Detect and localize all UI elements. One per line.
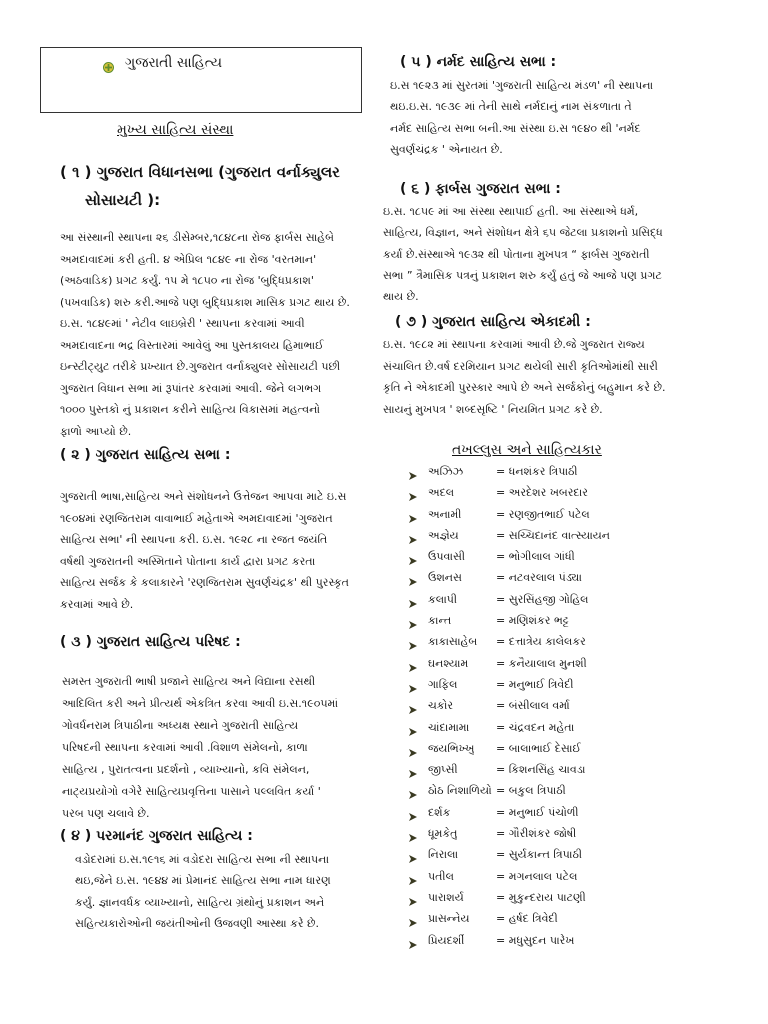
list-item: [408, 802, 718, 823]
list-item: [408, 482, 718, 503]
pen-name-alias: કલાપી: [428, 592, 458, 606]
pen-name-alias: પારાશર્ય: [428, 890, 464, 904]
text-line: સાહિત્ય, વિજ્ઞાન, અને સંશોધન ક્ષેત્રે ૬૫ જેટલા પ્રકાશનો પ્રસિદ્ધ: [383, 226, 663, 240]
author-name: = અરદેશર ખબરદાર: [496, 486, 588, 500]
text-line: સાહિત્ય સર્જક કે કલાકારને 'રણજિતરામ સુવર્ણચંદ્રક' થી પુરસ્કૃત: [60, 576, 349, 590]
pen-name-alias: કાકાસાહેબ: [428, 635, 478, 649]
arrow-bullet-icon: [408, 786, 418, 796]
text-line: ફાળો આપ્યો છે.: [60, 424, 132, 438]
text-line: વર્ષથી ગુજરાતની અસ્મિતાને પોતાના કાર્ય દ્વારા પ્રગટ કરતા: [60, 554, 316, 568]
text-line: નર્મદ સાહિત્ય સભા બની.આ સંસ્થા ઇ.સ ૧૯૪૦ થી 'નર્મદ: [390, 121, 641, 135]
pen-name-alias: ચકોર: [428, 699, 454, 713]
author-name: = ધનશંકર ત્રિપાઠી: [496, 465, 578, 478]
heading-line: ( ૧ ) ગુજરાત વિધાનસભા (ગુજરાત વર્નાક્યુલર: [60, 163, 340, 181]
arrow-bullet-icon: [408, 510, 418, 520]
section-paragraph: [383, 201, 715, 307]
list-item: [408, 738, 718, 759]
arrow-bullet-icon: [408, 744, 418, 754]
arrow-bullet-icon: [408, 659, 418, 669]
author-name: = કનૈયાલાલ મુનશી: [496, 656, 587, 670]
list-item: [408, 695, 718, 716]
pen-name-alias: અદલ: [428, 486, 455, 500]
author-name: = રણજીતભાઈ પટેલ: [496, 507, 590, 521]
text-line: ગુજરાત વિધાન સભા માં રૂપાંતર કરવામાં આવી. જેને લગભગ: [60, 381, 322, 395]
author-name: = મનુભાઈ ત્રિવેદી: [496, 677, 574, 691]
pen-name-alias: ચાંદામામા: [428, 720, 470, 734]
text-line: કૃતિ ને એકાદમી પુરસ્કાર આપે છે અને સર્જકોનું બહુમાન કરે છે.: [383, 381, 666, 395]
list-item: [408, 887, 718, 908]
box-title: ગુજરાતી સાહિત્ય: [125, 55, 223, 71]
text-line: કરવામાં આવે છે.: [60, 597, 134, 611]
pen-name-alias: ઉપવાસી: [428, 550, 466, 564]
section-heading: [60, 158, 365, 214]
text-line: (અઠવાડિક) પ્રગટ કર્યું. ૧૫ મે ૧૮૫૦ ના રોજ 'બુદ્ધિપ્રકાશ': [60, 274, 314, 288]
text-line: થઇ.ઇ.સ. ૧૯૩૯ માં તેની સાથે નર્મદાનું નામ સંકળાતા તે: [390, 100, 632, 114]
section-heading: ( ૫ ) નર્મદ સાહિત્ય સભા :: [400, 54, 557, 70]
author-name: = ભોગીલાલ ગાંધી: [496, 550, 575, 564]
pen-name-alias: જયભિખ્ખુ: [428, 741, 475, 755]
text-line: આદિલિત કરી અને પ્રીત્યર્થ એકત્રિત કરવા આવી ઇ.સ.૧૯૦૫માં: [62, 697, 339, 710]
text-line: નાટ્યપ્રયોગો વગેરે સાહિત્યપ્રવૃત્તિના પાસાને પલ્લવિત કર્યા ': [62, 785, 321, 798]
list-item: [408, 823, 718, 844]
plus-circle-icon: [103, 58, 114, 69]
author-name: = દત્તાત્રેય કાલેલકર: [496, 635, 586, 649]
arrow-bullet-icon: [408, 914, 418, 924]
text-line: સાહિત્ય , પુરાતત્વના પ્રદર્શનો , વ્યાખ્યાનો, કવિ સંમેલન,: [62, 763, 310, 776]
text-line: સાયનું મુખપત્ર ' શબ્દસૃષ્ટિ ' નિયમિત પ્રગટ કરે છે.: [383, 403, 603, 417]
text-line: ઇન્સ્ટીટ્યુટ તરીકે પ્રખ્યાત છે.ગુજરાત વર્નાક્યુલર સોસાયટી પછી: [60, 360, 341, 374]
author-name: = મધુસુદન પારેખ: [496, 933, 575, 947]
section-heading: ( ૩ ) ગુજરાત સાહિત્ય પરિષદ :: [60, 634, 241, 650]
section-paragraph: [60, 227, 365, 442]
author-name: = સુર્યકાન્ત ત્રિપાઠી: [496, 848, 583, 862]
section-paragraph: [75, 849, 365, 934]
text-line: પરિષદની સ્થાપના કરવામાં આવી .વિશાળ સંમેલનો, કાળા: [62, 741, 308, 754]
list-item: [408, 908, 718, 929]
text-line: કર્યા છે.સંસ્થાએ ૧૯૩૨ થી પોતાના મુખપત્ર “ ફાર્બસ ગુજરાતી: [383, 247, 650, 261]
section-heading: ( ૨ ) ગુજરાત સાહિત્ય સભા :: [60, 447, 231, 463]
arrow-bullet-icon: [408, 808, 418, 818]
list-item: [408, 780, 718, 801]
author-name: = બાલાભાઈ દેસાઈ: [496, 741, 581, 755]
text-line: (પખવાડિક) શરુ કરી.આજે પણ બુદ્ધિપ્રકાશ માસિક પ્રગટ થાય છે.: [60, 295, 350, 309]
author-name: = મનુભાઈ પંચોળી: [496, 805, 579, 819]
arrow-bullet-icon: [408, 872, 418, 882]
section-heading: ( ૪ ) પરમાનંદ ગુજરાત સાહિત્ય :: [60, 828, 253, 844]
text-line: ઇ.સ ૧૯૨૩ માં સુરતમાં 'ગુજરાતી સાહિત્ય મંડળ' ની સ્થાપના: [390, 79, 654, 92]
pen-name-alias: ધૂમકેતુ: [428, 827, 458, 841]
text-line: પરબ પણ ચલાવે છે.: [62, 807, 150, 820]
section-heading: ( ૬ ) ફાર્બસ ગુજરાત સભા :: [400, 181, 561, 197]
arrow-bullet-icon: [408, 616, 418, 626]
text-line: આ સંસ્થાની સ્થાપના ૨૬ ડીસેમ્બર,૧૮૪૮ના રોજ ફાર્બસ સાહેબે: [60, 231, 334, 244]
list-item: [408, 525, 718, 546]
pen-names-list: [408, 461, 718, 951]
pen-names-heading: તખલ્લુસ અને સાહિત્યકાર: [452, 442, 602, 458]
text-line: ઇ.સ. ૧૮૪૯માં ' નેટીવ લાઇબ્રેરી ' સ્થાપના કરવામાં આવી: [60, 317, 305, 331]
list-item: [408, 461, 718, 482]
heading-line: સોસાયટી ):: [85, 191, 161, 209]
arrow-bullet-icon: [408, 680, 418, 690]
author-name: = ચંદ્રવદન મહેતા: [496, 720, 575, 734]
text-line: અમદાવાદમાં કરી હતી. ૪ એપ્રિલ ૧૮૪૯ ના રોજ 'વરતમાન': [60, 252, 317, 266]
text-line: ૧૯૦૪માં રણજિતરામ વાવાભાઈ મહેતાએ અમદાવાદમાં 'ગુજરાત: [60, 511, 333, 525]
pen-name-alias: પ્રિયદર્શી: [428, 933, 465, 947]
text-line: ગુજરાતી ભાષા,સાહિત્ય અને સંશોધનને ઉત્તેજન આપવા માટે ઇ.સ: [60, 490, 347, 503]
list-item: [408, 504, 718, 525]
list-item: [408, 717, 718, 738]
text-line: કર્યું. જ્ઞાનવર્ધક વ્યાખ્યાનો, સાહિત્ય ગ્રંથોનું પ્રકાશન અને: [75, 895, 325, 909]
arrow-bullet-icon: [408, 467, 418, 477]
text-line: થઇ,જેને ઇ.સ. ૧૯૪૪ માં પ્રેમાનંદ સાહિત્ય સભા નામ ધારણ: [75, 874, 331, 888]
pen-name-alias: ઉશનસ: [428, 571, 462, 585]
list-item: [408, 546, 718, 567]
arrow-bullet-icon: [408, 936, 418, 946]
pen-name-alias: ગાફિલ: [428, 677, 458, 691]
text-line: સભા ” ત્રૈમાસિક પત્રનું પ્રકાશન શરુ કર્યું હતું જે આજે પણ પ્રગટ: [383, 268, 662, 282]
pen-name-alias: ઘનશ્યામ: [428, 656, 469, 670]
pen-name-alias: પતીલ: [428, 869, 454, 883]
list-item: [408, 567, 718, 588]
author-name: = કિશનસિંહ ચાવડા: [496, 763, 586, 777]
arrow-bullet-icon: [408, 552, 418, 562]
pen-name-alias: અજ્ઞેય: [428, 528, 459, 542]
arrow-bullet-icon: [408, 723, 418, 733]
section-paragraph: [62, 671, 365, 825]
section-paragraph: [390, 75, 715, 160]
pen-name-alias: કાન્ત: [428, 614, 452, 628]
arrow-bullet-icon: [408, 488, 418, 498]
list-item: [408, 930, 718, 951]
text-line: થાય છે.: [383, 290, 419, 303]
list-item: [408, 844, 718, 865]
text-line: સહિત્યકારોઓની જયંતીઓની ઉજવણી આસ્થા કરે છે.: [75, 916, 320, 930]
arrow-bullet-icon: [408, 829, 418, 839]
section-heading: ( ૭ ) ગુજરાત સાહિત્ય એકાદમી :: [395, 314, 591, 330]
pen-name-alias: પ્રાસન્નેય: [428, 912, 470, 926]
author-name: = હર્ષદ ત્રિવેદી: [496, 912, 558, 926]
text-line: સમસ્ત ગુજરાતી ભાષી પ્રજાને સાહિત્ય અને વિદ્યાના રસથી: [62, 675, 316, 688]
arrow-bullet-icon: [408, 701, 418, 711]
pen-name-alias: અનામી: [428, 507, 462, 521]
author-name: = સચ્ચિદાનંદ વાત્સ્યાયન: [496, 528, 610, 542]
list-item: [408, 674, 718, 695]
author-name: = બકુલ ત્રિપાઠી: [496, 784, 566, 798]
text-line: ઇ.સ. ૧૮૫૯ માં આ સંસ્થા સ્થાપાઈ હતી. આ સંસ્થાએ ધર્મ,: [383, 205, 639, 218]
text-line: ગોવર્ધનરામ ત્રિપાઠીના અધ્યક્ષ સ્થાને ગુજરાતી સાહિત્ય: [62, 719, 299, 732]
text-line: સંચાલિત છે.વર્ષ દરમિયાન પ્રગટ થયેલી સારી કૃતિઓમાંથી સારી: [383, 359, 658, 373]
author-name: = મુકુન્દરાય પાટણી: [496, 890, 586, 904]
pen-name-alias: અઝિઝ: [428, 465, 464, 478]
author-name: = મગનલાલ પટેલ: [496, 869, 578, 883]
arrow-bullet-icon: [408, 595, 418, 605]
arrow-bullet-icon: [408, 850, 418, 860]
author-name: = મણિશંકર ભટ્ટ: [496, 614, 569, 628]
section-paragraph: [383, 334, 715, 421]
pen-name-alias: નિરાલા: [428, 848, 459, 862]
arrow-bullet-icon: [408, 893, 418, 903]
pen-name-alias: દર્શક: [428, 805, 451, 819]
text-line: ઇ.સ. ૧૯૮૨ માં સ્થાપના કરવામાં આવી છે.જે ગુજરાત રાજ્ય: [383, 338, 645, 351]
arrow-bullet-icon: [408, 765, 418, 775]
author-name: = ગૌરીશંકર જોષી: [496, 827, 577, 841]
author-name: = બંસીલાલ વર્મા: [496, 699, 570, 713]
main-heading: મુખ્ય સાહિત્ય સંસ્થા: [117, 122, 234, 138]
list-item: [408, 759, 718, 780]
text-line: અમદાવાદના ભદ્ર વિસ્તારમાં આવેલું આ પુસ્તકાલય હિમાભાઈ: [60, 338, 324, 352]
author-name: = નટવરલાલ પંડ્યા: [496, 571, 582, 585]
arrow-bullet-icon: [408, 573, 418, 583]
text-line: વડોદરામાં ઇ.સ.૧૯૧૬ માં વડોદરા સાહિત્ય સભા ની સ્થાપના: [75, 853, 330, 866]
list-item: [408, 589, 718, 610]
text-line: ૧૦૦૦ પુસ્તકો નું પ્રકાશન કરીને સાહિત્ય વિકાસમાં મહત્વનો: [60, 403, 321, 417]
section-paragraph: [60, 486, 365, 616]
arrow-bullet-icon: [408, 637, 418, 647]
text-line: સાહિત્ય સભા' ની સ્થાપના કરી. ઇ.સ. ૧૯૨૮ ના રજત જયંતિ: [60, 533, 328, 547]
list-item: [408, 631, 718, 652]
pen-name-alias: ઠોઠ નિશાળિયો: [428, 784, 492, 798]
arrow-bullet-icon: [408, 531, 418, 541]
author-name: = સુરસિંહજી ગોહિલ: [496, 592, 589, 606]
text-line: સુવર્ણચંદ્રક ' એનાયત છે.: [390, 142, 503, 156]
pen-name-alias: જીપ્સી: [428, 763, 458, 777]
list-item: [408, 610, 718, 631]
list-item: [408, 866, 718, 887]
list-item: [408, 653, 718, 674]
